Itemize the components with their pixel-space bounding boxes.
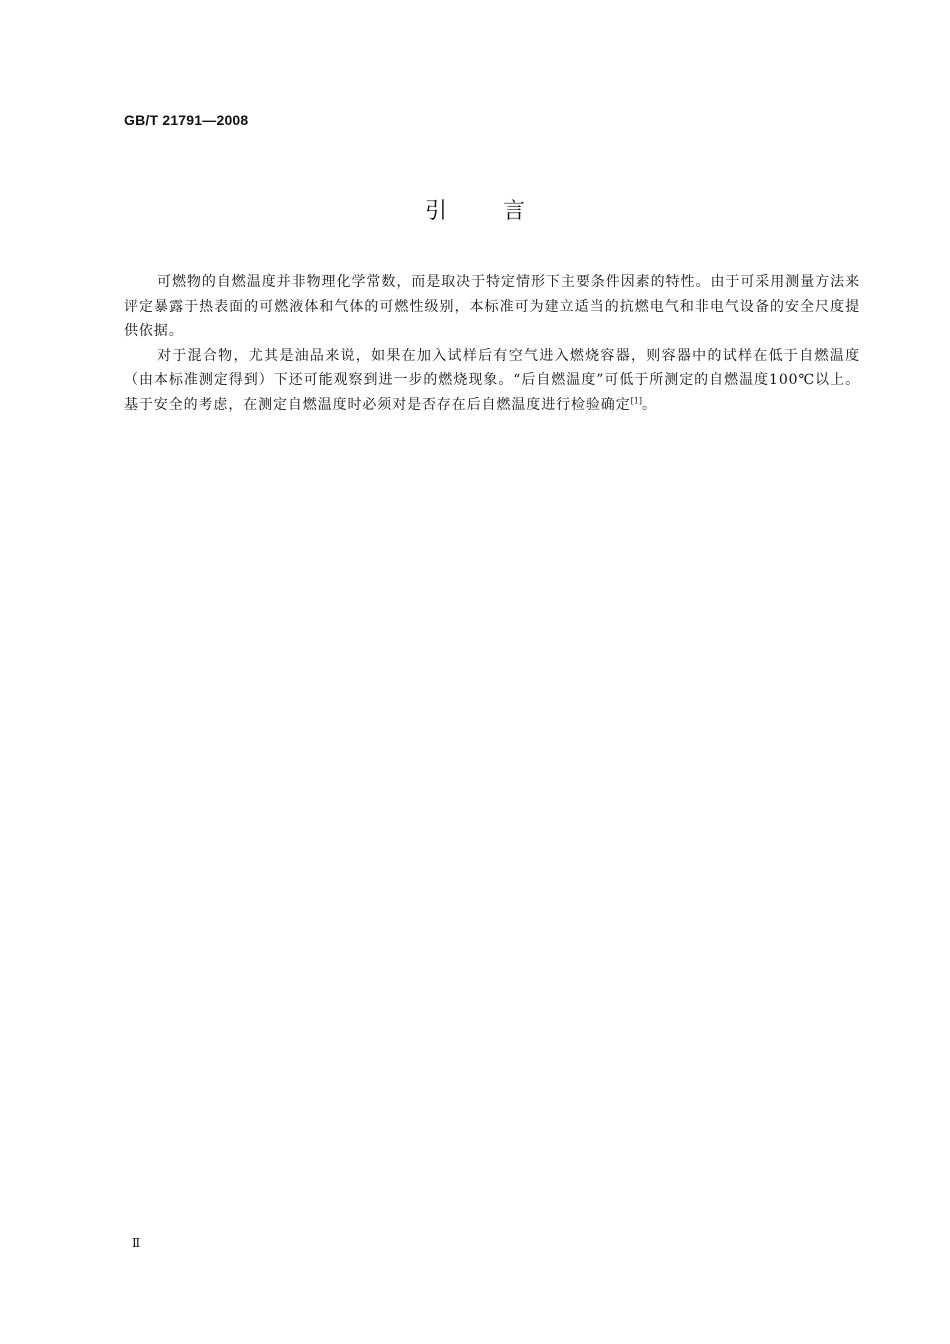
reference-marker[interactable]: [1] <box>630 395 642 405</box>
paragraph-1-text: 可燃物的自燃温度并非物理化学常数，而是取决于特定情形下主要条件因素的特性。由于可采用测量方法来评定暴露于热表面的可燃液体和气体的可燃性级别，本标准可为建立适当的抗燃电气和非电气设备的安全尺度提供依据。 <box>124 274 860 339</box>
paragraph-1 <box>124 270 860 344</box>
paragraph-2-end: 。 <box>641 396 657 413</box>
body-text <box>124 270 860 417</box>
paragraph-2 <box>124 344 860 418</box>
page-title: 引言 <box>424 199 581 224</box>
paragraph-2-text: 对于混合物，尤其是油品来说，如果在加入试样后有空气进入燃烧容器，则容器中的试样在低于自燃温度（由本标准测定得到）下还可能观察到进一步的燃烧现象。“后自燃温度”可低于所测定的自燃温度100℃以上。基于安全的考虑，在测定自燃温度时必须对是否存在后自燃温度进行检验确定 <box>124 347 860 413</box>
standard-code: GB/T 21791—2008 <box>124 112 249 128</box>
page-number: Ⅱ <box>132 1236 141 1250</box>
